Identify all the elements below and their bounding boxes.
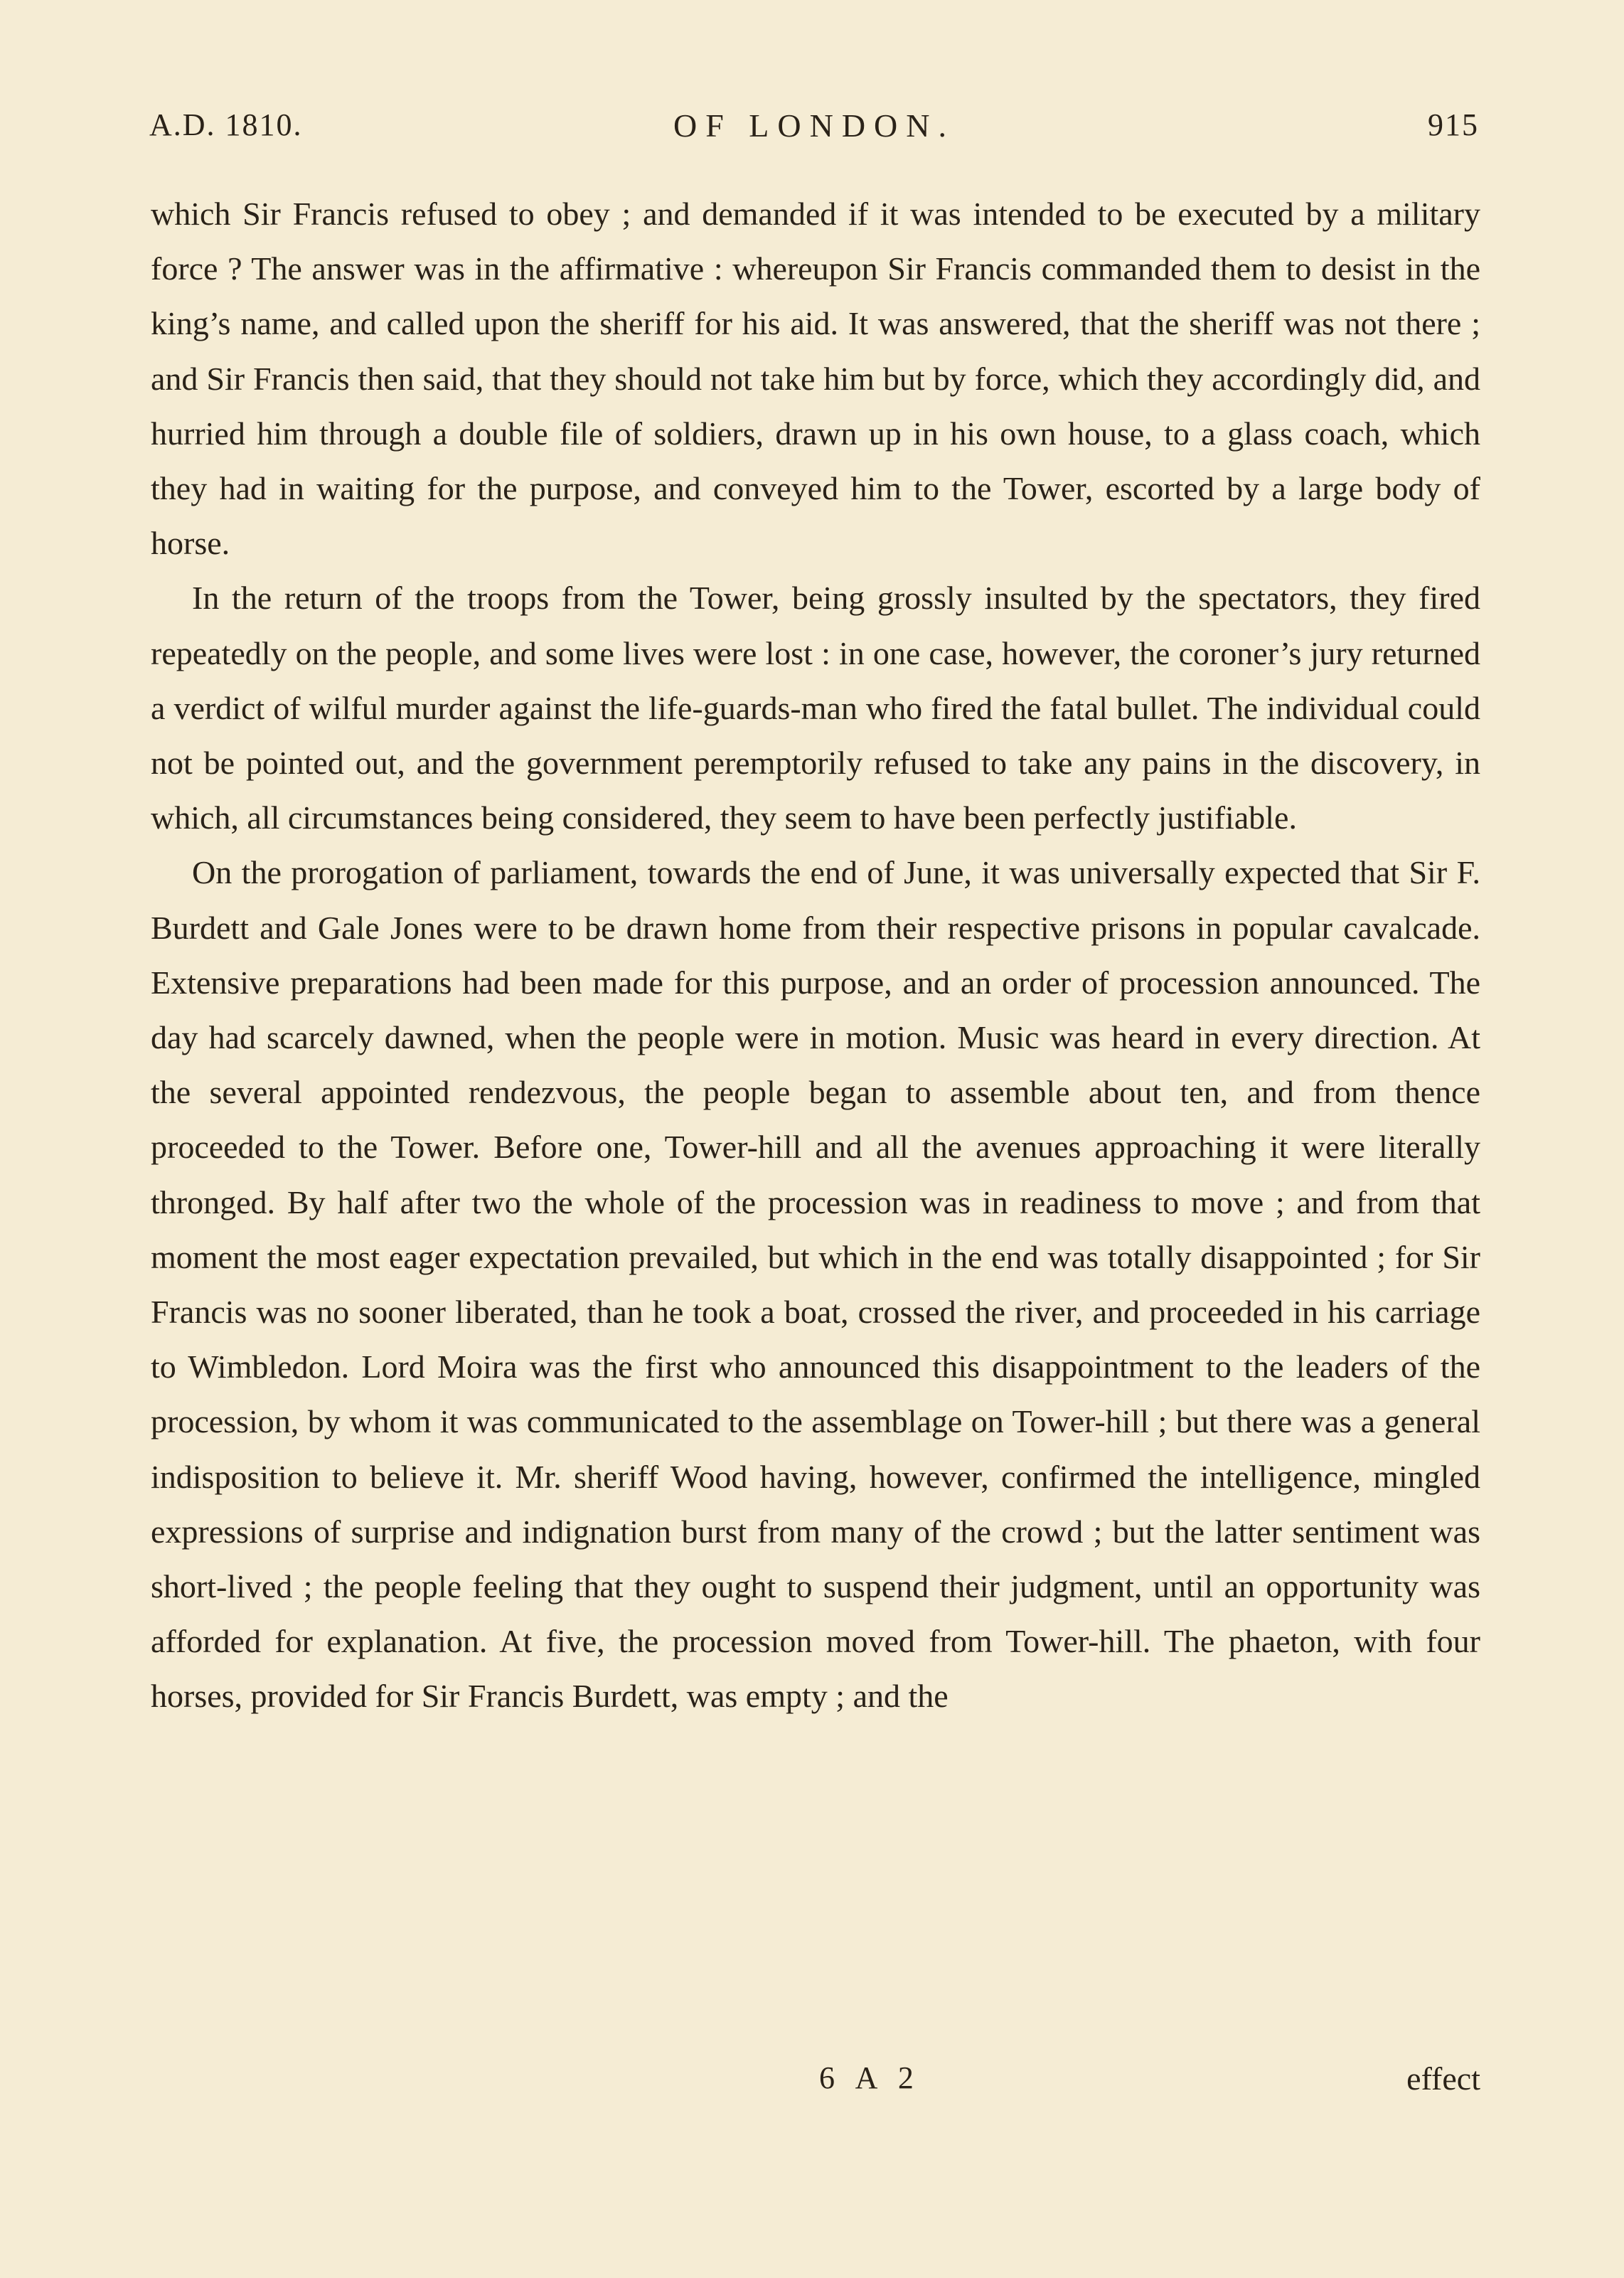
paragraph-3: On the prorogation of parliament, towards the end of June, it was universally expected that Sir F. Burdett and Gale Jones were to be drawn home from their respective prisons in popular cavalcade. Extensive preparations had been made for this purpose, and an order of procession announced. The day had scarcely dawned, when the people were in motion. Music was heard in every direction. At the several appointed rendezvous, the people began to assemble about ten, and from thence proceeded to the Tower. Before one, Tower-hill and all the avenues approaching it were literally thronged. By half after two the whole of the procession was in readiness to move ; and from that moment the most eager expectation prevailed, but which in the end was totally disappointed ; for Sir Francis was no sooner liberated, than he took a boat, crossed the river, and proceeded in his carriage to Wimbledon. Lord Moira was the first who announced this disappointment to the leaders of the procession, by whom it was communicated to the assemblage on Tower-hill ; but there was a general indisposition to believe it. Mr. sheriff Wood having, however, confirmed the intelligence, mingled expressions of surprise and indignation burst from many of the crowd ; but the latter sentiment was short-lived ; the people feeling that they ought to suspend their judgment, until an opportunity was afforded for explanation. At five, the procession moved from Tower-hill. The phaeton, with four horses, provided for Sir Francis Burdett, was empty ; and the xyxy=(151,854,1480,1715)
paragraph-1: which Sir Francis refused to obey ; and demanded if it was intended to be executed by a military force ? The answer was in the affirmative : whereupon Sir Francis commanded them to desist in the king’s name, and called upon the sheriff for his aid. It was answered, that the sheriff was not there ; and Sir Francis then said, that they should not take him but by force, which they accordingly did, and hurried him through a double file of soldiers, drawn up in his own house, to a glass coach, which they had in waiting for the purpose, and conveyed him to the Tower, escorted by a large body of horse. xyxy=(151,196,1480,562)
paragraph-2: In the return of the troops from the Tower, being grossly insulted by the spectators, they fired repeatedly on the people, and some lives were lost : in one case, however, the coroner’s jury returned a verdict of wilful murder against the life-guards-man who fired the fatal bullet. The individual could not be pointed out, and the government peremptorily refused to take any pains in the discovery, in which, all circumstances being considered, they seem to have been perfectly justifiable. xyxy=(151,580,1480,836)
body-text xyxy=(151,186,1480,1724)
running-header xyxy=(149,107,1479,156)
header-year: A.D. 1810. xyxy=(149,107,303,142)
catchword: effect xyxy=(1406,2060,1480,2097)
page-footer xyxy=(151,2060,1480,2109)
signature-mark: 6 A 2 xyxy=(819,2060,921,2095)
header-title: OF LONDON. xyxy=(673,107,955,144)
page-number: 915 xyxy=(1428,107,1479,142)
